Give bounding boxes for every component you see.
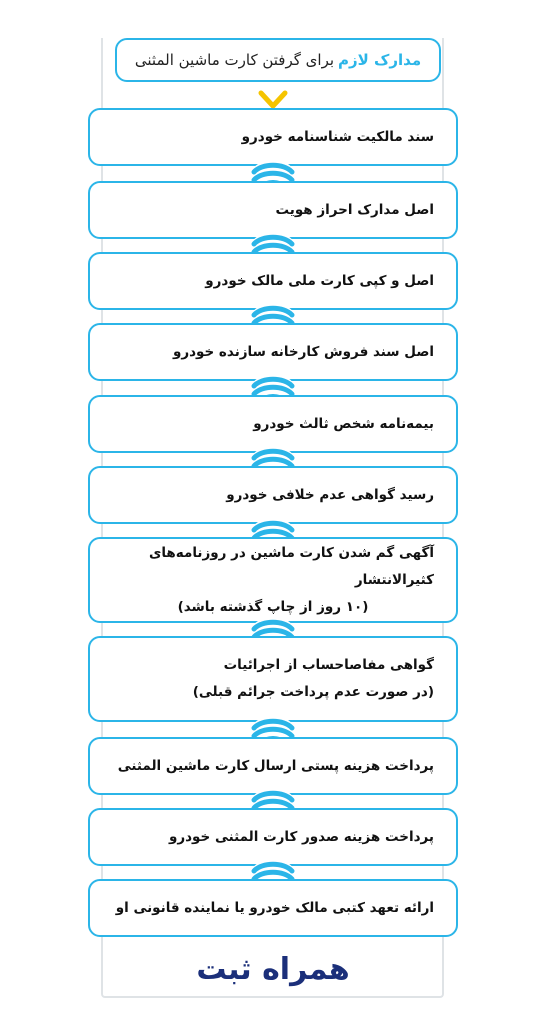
step-line1: ارائه تعهد کتبی مالک خودرو یا نماینده قانونی او bbox=[115, 899, 434, 916]
step-line2: (۱۰ روز از چاپ گذشته باشد) bbox=[177, 598, 369, 615]
brand-logo-text: همراه ثبت bbox=[196, 952, 350, 987]
title-text: برای گرفتن کارت ماشین المثنی bbox=[134, 51, 335, 69]
step-card bbox=[88, 636, 458, 722]
step-line2: (در صورت عدم پرداخت جرائم قبلی) bbox=[192, 684, 434, 700]
step-line1: سند مالکیت شناسنامه خودرو bbox=[241, 128, 434, 145]
step-line1: رسید گواهی عدم خلافی خودرو bbox=[226, 486, 434, 503]
title-accent: مدارک لازم bbox=[338, 51, 422, 69]
step-line1: بیمه‌نامه شخص ثالث خودرو bbox=[253, 415, 434, 432]
step-line1: اصل سند فروش کارخانه سازنده خودرو bbox=[172, 343, 434, 360]
step-card bbox=[88, 537, 458, 623]
step-line1: اصل و کپی کارت ملی مالک خودرو bbox=[205, 272, 434, 289]
step-line1: اصل مدارک احراز هویت bbox=[275, 201, 434, 218]
step-card bbox=[88, 879, 458, 937]
step-line1: آگهی گم شدن کارت ماشین در روزنامه‌های کثیرالانتشار bbox=[148, 544, 434, 588]
step-line1: پرداخت هزینه پستی ارسال کارت ماشین المثنی bbox=[117, 757, 434, 774]
page-title bbox=[115, 38, 441, 82]
step-line1: گواهی مفاصاحساب از اجرائیات bbox=[223, 657, 434, 673]
step-line1: پرداخت هزینه صدور کارت المثنی خودرو bbox=[168, 828, 434, 845]
